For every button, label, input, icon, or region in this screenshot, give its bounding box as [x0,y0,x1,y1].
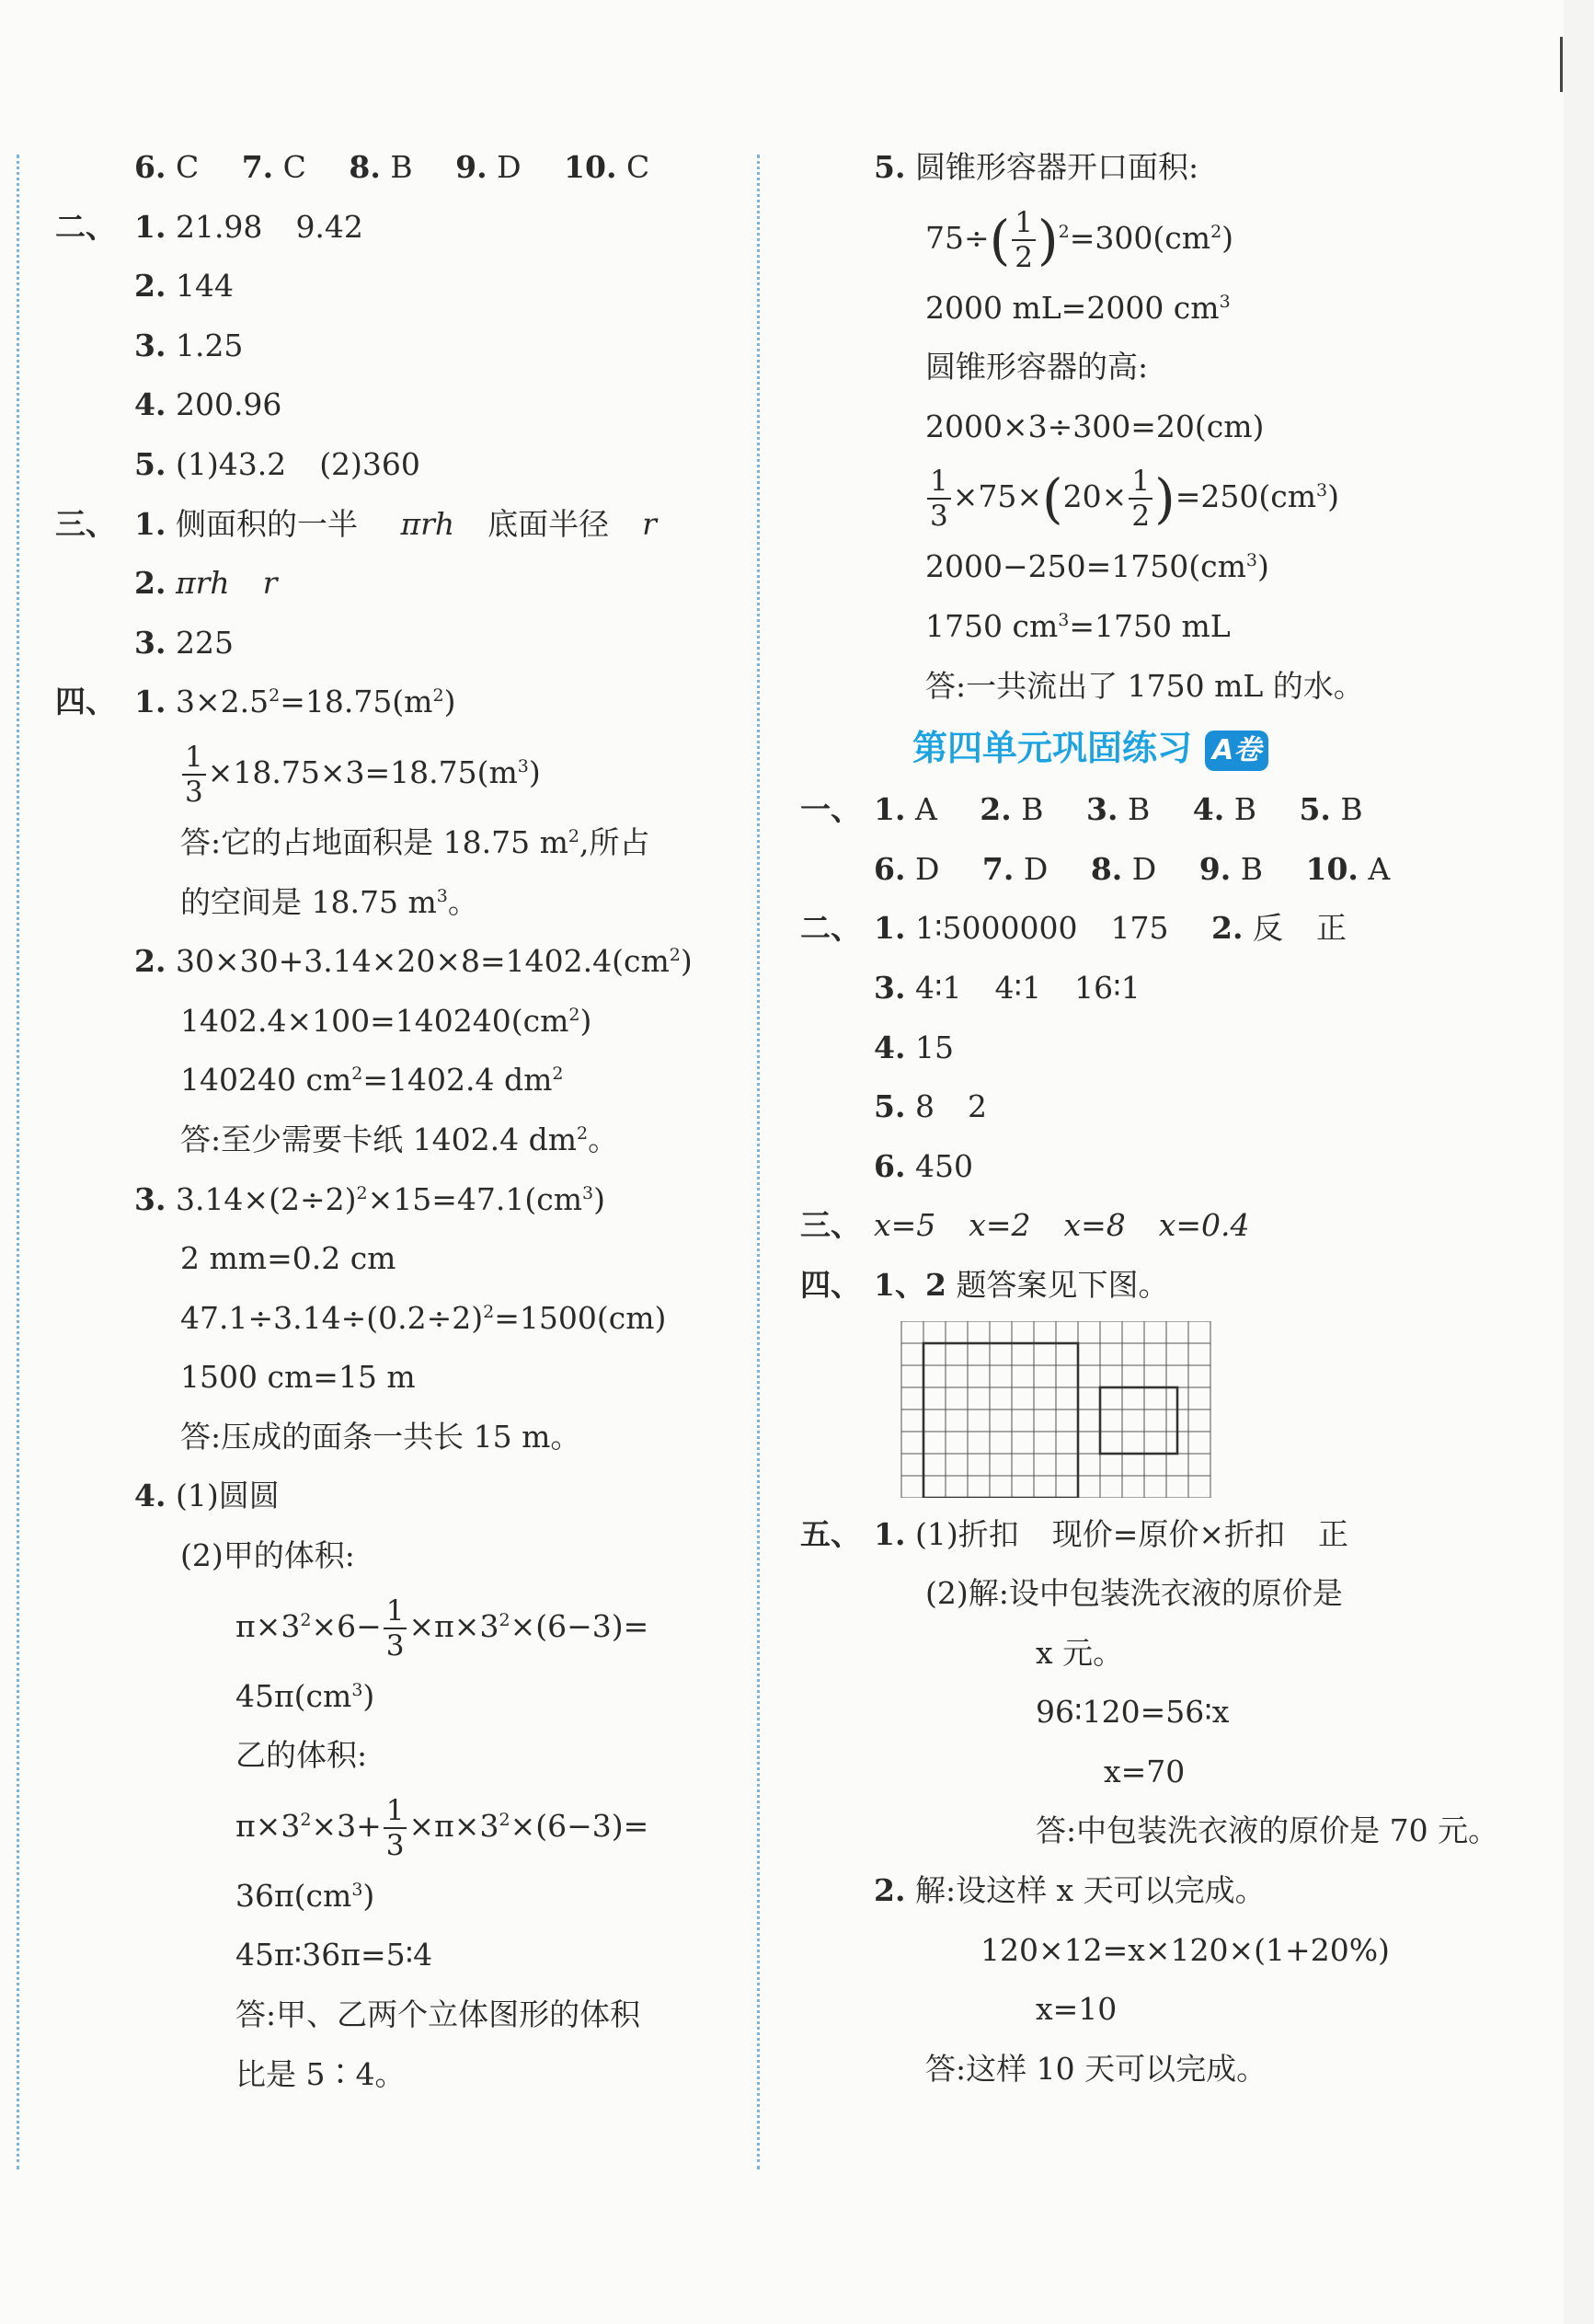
answer-line: 2. 解:设这样 x 天可以完成。 [874,1872,1266,1909]
left-dotted-margin [17,155,19,2169]
answer-line: $\frac{1}{3}$ $\times 18.75\times 3=18.75(m^3)$ [55,732,736,813]
section-label: 二、 [800,910,861,947]
answer-line: 四、 1. $3\times 2.5^2=18.75(m^2)$ [55,673,736,732]
answer-line: 2. 144 [134,268,234,305]
answer-line: 圆锥形容器的高: [925,349,1149,385]
answer-line: 2. $30\times 30+3.14\times 20\times 8=1402.4(cm^2)$ [134,943,693,980]
a-badge: A卷 [1205,731,1268,771]
answer-line: 3. 1.25 [134,327,244,363]
section-label: 一、 [800,791,861,828]
answer-line: 3. 4∶1 4∶1 16∶1 [874,969,1141,1006]
fraction: $\frac{1}{3}$ [927,465,951,533]
right-column [800,138,1527,2099]
answer-line: 5. 圆锥形容器开口面积: [874,149,1199,185]
answer-line: 45π∶36π=5∶4 [235,1937,433,1973]
answer-line: 2000×3÷300=20(cm) [925,408,1265,444]
fraction: $\frac{1}{3}$ [384,1594,407,1662]
center-dotted-divider [757,155,760,2169]
section-label: 二、 [55,208,116,245]
answer-line: $47.1\div 3.14\div(0.2\div 2)^2=1500(cm)$ [180,1299,667,1336]
answer-line: 140240 $cm^2=1402.4$ $dm^2$ [180,1062,564,1099]
section-label: 三、 [800,1207,861,1244]
fraction: $\frac{1}{3}$ [384,1794,407,1862]
page-edge-mark [1560,37,1563,92]
answer-line: 答:这样 10 天可以完成。 [925,2050,1267,2087]
answer-line: 答:至少需要卡纸 1402.4 $dm^2$。 [180,1121,619,1157]
answer-line: 6. C 7. C 8. B 9. D 10. C [134,149,650,185]
fraction: $\frac{1}{3}$ [182,741,206,809]
answer-line: 3. 225 [134,624,234,661]
answer-line: x 元。 [1036,1634,1124,1671]
answer-line: 乙的体积: [235,1737,368,1774]
left-column [55,138,736,2104]
answer-line: 120×12=x×120×(1+20%) [980,1931,1390,1968]
answer-line: 4. 15 [874,1029,954,1065]
section-label: 三、 [55,505,116,542]
large-rectangle [923,1343,1078,1498]
answer-line: 75÷( $\frac{1}{2}$ )$^2=300(cm^2)$ [925,205,1234,274]
answer-line: 比是 5∶4。 [235,2055,406,2092]
answer-line: 5. 8 2 [874,1088,987,1125]
answer-line: 答:甲、乙两个立体图形的体积 [235,1996,641,2033]
answer-line: (2)解:设中包装洗衣液的原价是 [925,1575,1343,1612]
grid-diagram [876,1321,1236,1498]
fraction: $\frac{1}{2}$ [1129,465,1152,533]
answer-line: 6. D 7. D 8. D 9. B 10. A [874,850,1391,887]
answer-line: 二、 1. 1∶5000000 175 2. 反 正 [800,899,1527,959]
answer-line: 3. $3.14\times(2\div 2)^2\times 15=47.1(cm^3)$ [134,1180,605,1217]
answer-line: $\pi\times 3^2\times 3+$ $\frac{1}{3}$ $\times\pi\times 3^2\times(6-3)=$ [235,1793,649,1862]
answer-line: 答:一共流出了 1750 mL 的水。 [925,667,1364,704]
answer-line: 6. 450 [874,1147,973,1184]
answer-line: $\pi\times 3^2\times 6-$ $\frac{1}{3}$ $\times\pi\times 3^2\times(6-3)=$ [235,1593,649,1662]
answer-line: 三、 1. 侧面积的一半 πrh 底面半径 r [55,495,736,555]
answer-line: 4. (1)圆圆 [134,1478,280,1514]
answer-line: 1750 $cm^3=1750$ mL [925,607,1231,644]
answer-line: $\frac{1}{3}$ ×75×(20× $\frac{1}{2}$ )$=250(cm^3)$ [800,456,1527,537]
answer-line: 答:压成的面条一共长 15 m。 [180,1418,581,1455]
answer-line: $2000-250=1750(cm^3)$ [925,548,1269,585]
answer-line: 2 mm=0.2 cm [180,1240,396,1277]
answer-line: 答:中包装洗衣液的原价是 70 元。 [1036,1812,1499,1849]
answer-line: 二、 1. 21.98 9.42 [55,198,736,258]
section-label: 四、 [55,684,116,720]
fraction: $\frac{1}{2}$ [1012,206,1036,274]
section-label: 四、 [800,1266,861,1303]
answer-line: x=10 [1036,1991,1118,2028]
answer-line: 四、 1、2 题答案见下图。 [800,1256,1527,1316]
answer-line: 1500 cm=15 m [180,1359,416,1396]
small-rectangle [1100,1387,1177,1454]
section-label: 五、 [800,1515,861,1552]
answer-line: 4. 200.96 [134,386,282,423]
answer-line: $1402.4\times 100=140240(cm^2)$ [180,1002,592,1039]
answer-line: 96∶120=56∶x [1036,1694,1230,1731]
answer-line: 一、 1. A 2. B 3. B 4. B 5. B [800,780,1527,840]
answer-line: $45\pi(cm^3)$ [235,1677,375,1714]
answer-line: x=70 [1104,1753,1186,1789]
grid-lines [901,1321,1210,1498]
answer-line: 三、 x=5 x=2 x=8 x=0.4 [800,1196,1527,1256]
unit-heading [800,716,1527,780]
answer-line: 五、 1. (1)折扣 现价=原价×折扣 正 [800,1505,1527,1565]
answer-line: 答:它的占地面积是 18.75 $m^2$,所占 [180,823,650,860]
answer-line: 2000 mL=2000 $cm^3$ [925,289,1231,326]
answer-grid-figure [876,1321,1527,1500]
unit-heading-title: 第四单元巩固练习 [912,728,1193,769]
answer-line: (2)甲的体积: [180,1537,355,1574]
answer-line: 5. (1)43.2 (2)360 [134,445,420,482]
answer-line: 2. πrh r [134,565,278,602]
answer-line: 的空间是 18.75 $m^3$。 [180,883,478,920]
answer-line: $36\pi(cm^3)$ [235,1877,375,1914]
